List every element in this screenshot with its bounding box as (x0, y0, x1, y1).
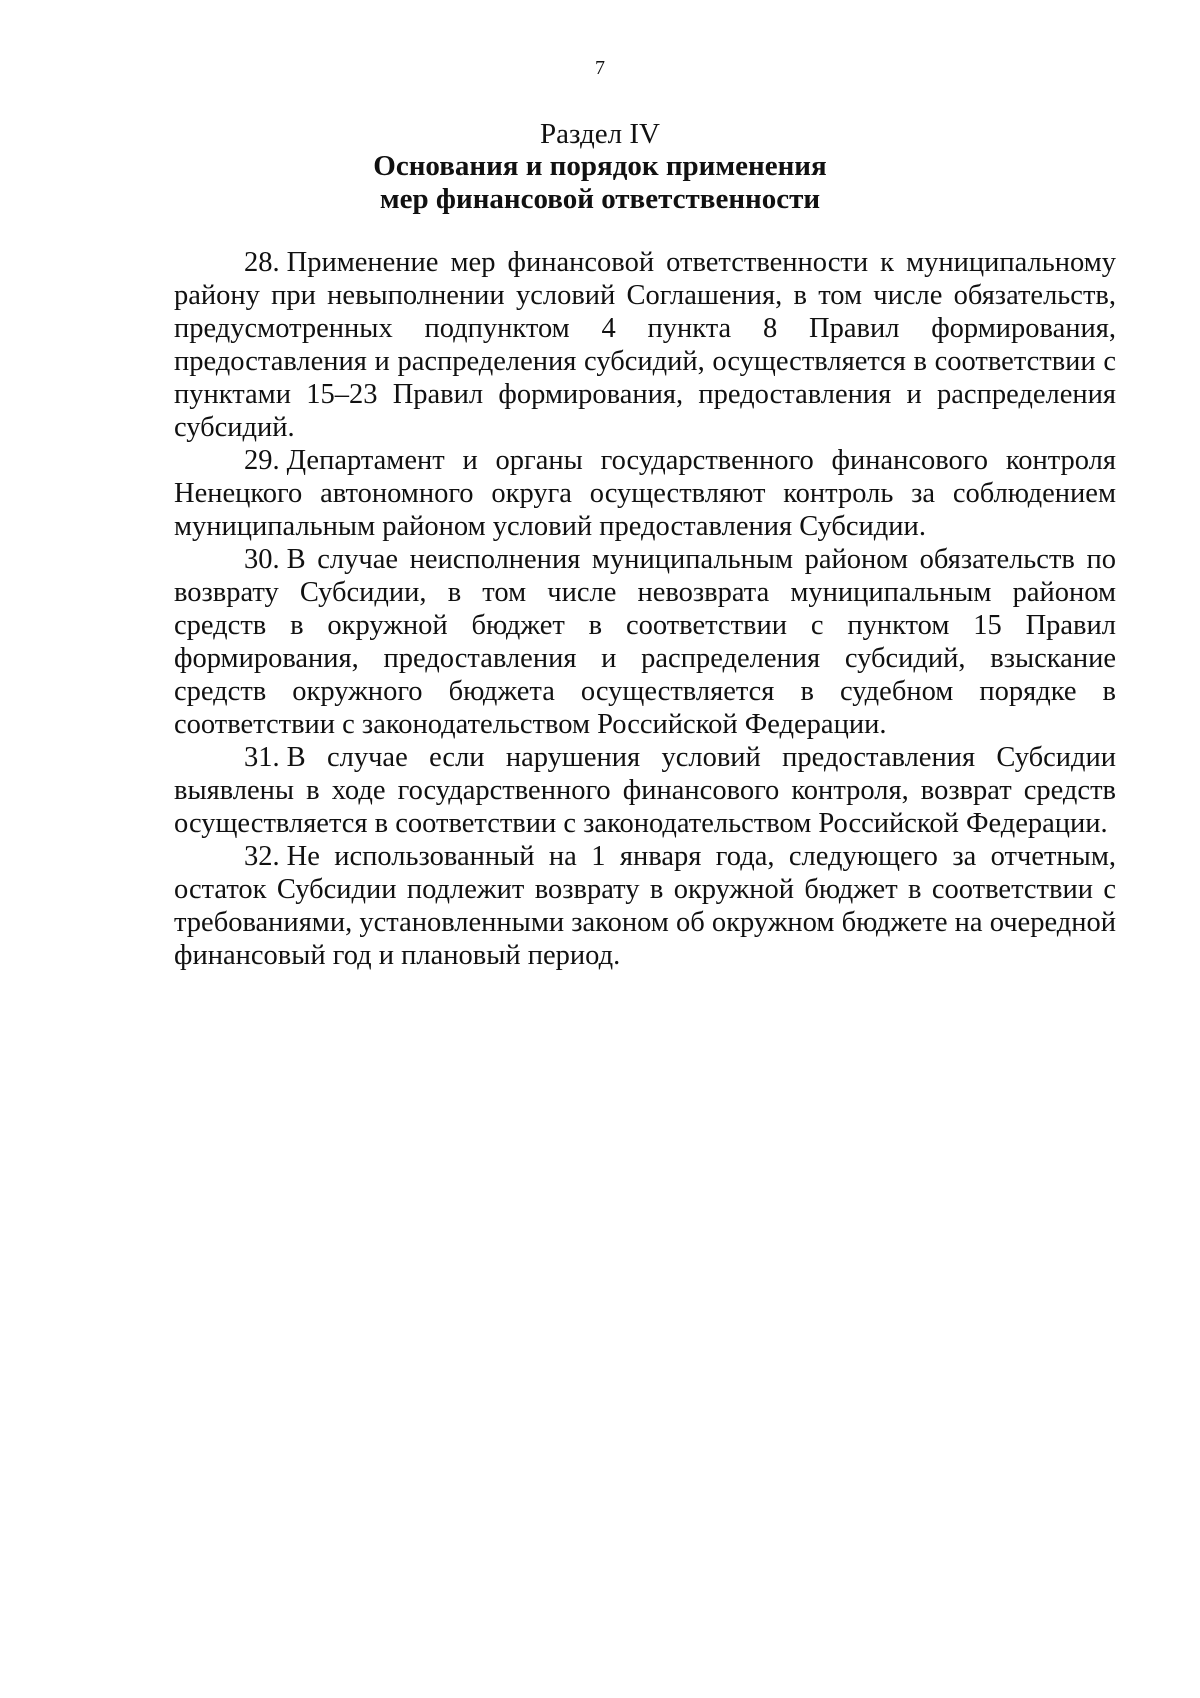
document-body (174, 246, 1116, 972)
section-title-line-2: мер финансовой ответственности (379, 183, 821, 215)
paragraph-text: В случае если нарушения условий предоставления Субсидии выявлены в ходе государственного финансового контроля, возврат средств осуществляется в соответствии с законодательством Российской Федерации. (174, 742, 1116, 839)
paragraph-28 (174, 246, 1116, 444)
paragraph-32 (174, 840, 1116, 972)
paragraph-number: 28. (244, 247, 280, 278)
paragraph-29 (174, 444, 1116, 543)
paragraph-number: 29. (244, 445, 280, 476)
paragraph-number: 31. (244, 742, 280, 773)
paragraph-text: В случае неисполнения муниципальным районом обязательств по возврату Субсидии, в том числе невозврата муниципальным районом средств в окружной бюджет в соответствии с пунктом 15 Правил формирования, предоставления и распределения субсидий, взыскание средств окружного бюджета осуществляется в судебном порядке в соответствии с законодательством Российской Федерации. (174, 544, 1116, 740)
paragraph-text: Департамент и органы государственного финансового контроля Ненецкого автономного округа осуществляют контроль за соблюдением муниципальным районом условий предоставления Субсидии. (174, 445, 1116, 542)
section-title (0, 150, 1200, 216)
section-label: Раздел IV (540, 118, 660, 150)
section-title-line-1: Основания и порядок применения (373, 150, 827, 182)
page-number: 7 (595, 57, 605, 79)
paragraph-text: Не использованный на 1 января года, следующего за отчетным, остаток Субсидии подлежит возврату в окружной бюджет в соответствии с требованиями, установленными законом об окружном бюджете на очередной финансовый год и плановый период. (174, 841, 1116, 971)
paragraph-31 (174, 741, 1116, 840)
paragraph-number: 32. (244, 841, 280, 872)
paragraph-number: 30. (244, 544, 280, 575)
paragraph-text: Применение мер финансовой ответственности к муниципальному району при невыполнении условий Соглашения, в том числе обязательств, предусмотренных подпунктом 4 пункта 8 Правил формирования, предоставления и распределения субсидий, осуществляется в соответствии с пунктами 15–23 Правил формирования, предоставления и распределения субсидий. (174, 247, 1116, 443)
paragraph-30 (174, 543, 1116, 741)
